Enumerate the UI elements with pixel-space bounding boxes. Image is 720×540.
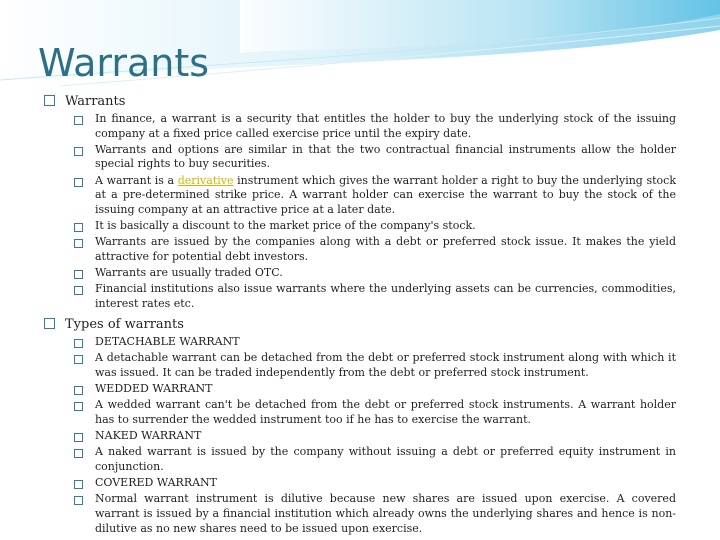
checkbox-bullet-icon <box>74 480 83 489</box>
bullet-list <box>44 112 676 311</box>
checkbox-bullet-icon <box>74 286 83 295</box>
derivative-link[interactable]: derivative <box>177 173 234 187</box>
list-item: A wedded warrant can't be detached from the debt or preferred stock instruments. A warrant holder has to surrender the wedded instrument too if he has to exercise the warrant. <box>74 398 676 427</box>
checkbox-bullet-icon <box>44 318 55 329</box>
list-item: In finance, a warrant is a security that entitles the holder to buy the underlying stock of the issuing company at a fixed price called exercise price until the expiry date. <box>74 112 676 141</box>
checkbox-bullet-icon <box>74 223 83 232</box>
checkbox-bullet-icon <box>74 386 83 395</box>
checkbox-bullet-icon <box>74 116 83 125</box>
checkbox-bullet-icon <box>74 178 83 187</box>
checkbox-bullet-icon <box>74 433 83 442</box>
list-item: Normal warrant instrument is dilutive because new shares are issued upon exercise. A covered warrant is issued by a financial institution which already owns the underlying shares and hence is non-dilutive as no new shares need to be issued upon exercise. <box>74 492 676 536</box>
list-item: COVERED WARRANT <box>74 476 676 491</box>
slide-content <box>44 94 676 540</box>
section-heading-text: Types of warrants <box>65 317 184 333</box>
list-item: Financial institutions also issue warrants where the underlying assets can be currencies, commodities, interest rates etc. <box>74 282 676 311</box>
page-title: Warrants <box>38 41 210 85</box>
list-item: It is basically a discount to the market price of the company's stock. <box>74 219 676 234</box>
checkbox-bullet-icon <box>74 496 83 505</box>
list-item: WEDDED WARRANT <box>74 382 676 397</box>
checkbox-bullet-icon <box>74 239 83 248</box>
list-item: Warrants and options are similar in that the two contractual financial instruments allow the holder special rights to buy securities. <box>74 143 676 172</box>
list-item: A naked warrant is issued by the company without issuing a debt or preferred equity instrument in conjunction. <box>74 445 676 474</box>
list-item: Warrants are usually traded OTC. <box>74 266 676 281</box>
checkbox-bullet-icon <box>44 95 55 106</box>
checkbox-bullet-icon <box>74 449 83 458</box>
checkbox-bullet-icon <box>74 355 83 364</box>
checkbox-bullet-icon <box>74 402 83 411</box>
list-item: A detachable warrant can be detached from the debt or preferred stock instrument along with which it was issued. It can be traded independently from the debt or preferred stock instrument. <box>74 351 676 380</box>
list-item: NAKED WARRANT <box>74 429 676 444</box>
bullet-list <box>44 335 676 536</box>
section-heading-text: Warrants <box>65 94 126 109</box>
checkbox-bullet-icon <box>74 147 83 156</box>
section-heading <box>44 317 676 333</box>
list-item: DETACHABLE WARRANT <box>74 335 676 350</box>
checkbox-bullet-icon <box>74 270 83 279</box>
section-heading <box>44 94 676 110</box>
list-item: A warrant is a derivative instrument which gives the warrant holder a right to buy the underlying stock at a pre-determined strike price. A warrant holder can exercise the warrant to buy the stock of the issuing company at an attractive price at a later date. <box>74 174 676 218</box>
checkbox-bullet-icon <box>74 339 83 348</box>
list-item: Warrants are issued by the companies along with a debt or preferred stock issue. It makes the yield attractive for potential debt investors. <box>74 235 676 264</box>
